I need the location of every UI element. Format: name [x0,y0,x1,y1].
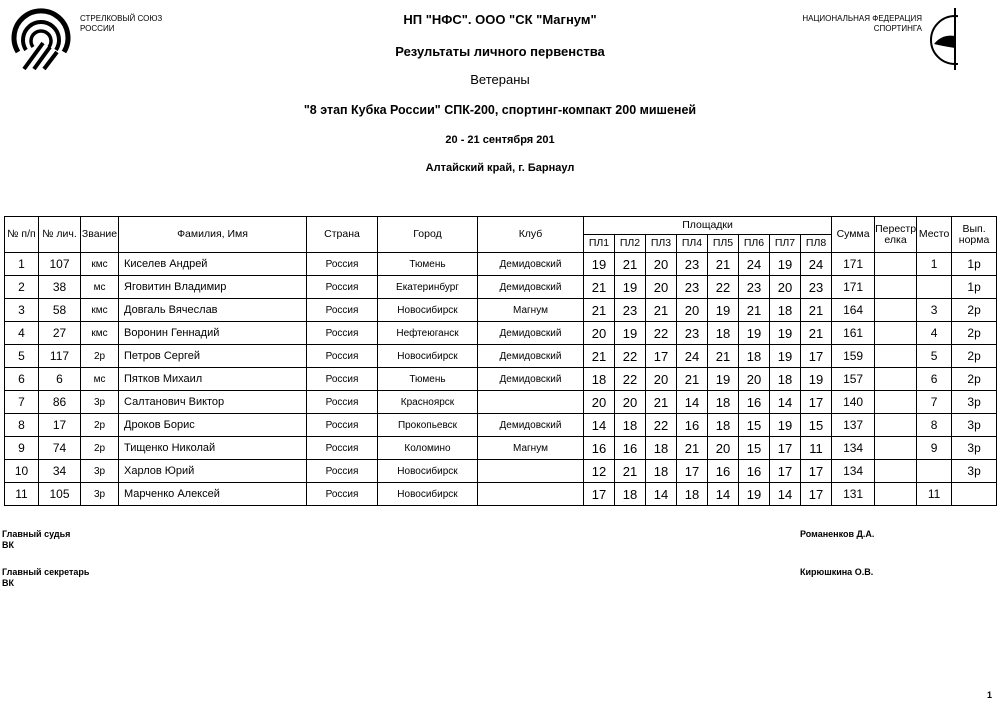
cell-place: 5 [917,345,952,368]
cell-score-area-1: 19 [584,253,615,276]
cell-country: Россия [307,460,378,483]
cell-score-area-4: 23 [677,322,708,345]
cell-score-area-3: 21 [646,391,677,414]
cell-place: 6 [917,368,952,391]
cell-score-area-6: 15 [739,437,770,460]
event-dates: 20 - 21 сентября 201 [445,134,555,146]
cell-city: Тюмень [378,253,478,276]
cell-rank: 3р [81,391,119,414]
cell-name: Довгаль Вячеслав [119,299,307,322]
cell-score-area-2: 22 [615,368,646,391]
cell-lic: 27 [39,322,81,345]
cell-shootoff [875,322,917,345]
cell-score-area-3: 18 [646,460,677,483]
cell-city: Коломино [378,437,478,460]
table-row [5,437,997,460]
cell-score-area-1: 17 [584,483,615,506]
cell-norm [952,483,997,506]
cell-score-area-8: 19 [801,368,832,391]
cell-score-area-6: 19 [739,483,770,506]
cell-name: Киселев Андрей [119,253,307,276]
cell-score-area-2: 22 [615,345,646,368]
cell-sum: 159 [832,345,875,368]
cell-place: 9 [917,437,952,460]
cell-score-area-5: 18 [708,391,739,414]
cell-score-area-8: 17 [801,345,832,368]
header-num: № п/п [5,217,39,253]
header-city: Город [378,217,478,253]
cell-score-area-1: 14 [584,414,615,437]
cell-score-area-6: 23 [739,276,770,299]
cell-score-area-4: 18 [677,483,708,506]
cell-num: 11 [5,483,39,506]
cell-score-area-2: 21 [615,253,646,276]
cell-score-area-1: 20 [584,391,615,414]
event-location: Алтайский край, г. Барнаул [425,162,575,174]
cell-score-area-3: 20 [646,368,677,391]
cell-norm: 3р [952,460,997,483]
cell-lic: 6 [39,368,81,391]
cell-score-area-2: 18 [615,414,646,437]
cell-score-area-3: 20 [646,276,677,299]
cell-norm: 3р [952,437,997,460]
cell-shootoff [875,414,917,437]
cell-score-area-2: 20 [615,391,646,414]
cell-score-area-6: 18 [739,345,770,368]
cell-sum: 131 [832,483,875,506]
cell-num: 5 [5,345,39,368]
table-row [5,483,997,506]
cell-country: Россия [307,253,378,276]
cell-shootoff [875,391,917,414]
page-number: 1 [986,690,992,700]
cell-rank: мс [81,276,119,299]
cell-shootoff [875,368,917,391]
table-row [5,345,997,368]
table-row [5,368,997,391]
cell-score-area-7: 17 [770,437,801,460]
cell-club: Демидовский [478,414,584,437]
cell-score-area-5: 19 [708,299,739,322]
cell-score-area-7: 17 [770,460,801,483]
cell-score-area-8: 23 [801,276,832,299]
org-right-line2: СПОРТИНГА [873,24,922,33]
cell-score-area-8: 15 [801,414,832,437]
cell-rank: мс [81,368,119,391]
cell-score-area-1: 18 [584,368,615,391]
chief-secretary-name: Кирюшкина О.В. [800,567,874,577]
cell-country: Россия [307,368,378,391]
cell-country: Россия [307,483,378,506]
cell-score-area-3: 17 [646,345,677,368]
cell-score-area-1: 12 [584,460,615,483]
cell-rank: кмс [81,322,119,345]
cell-city: Новосибирск [378,483,478,506]
cell-score-area-8: 17 [801,460,832,483]
header-area-4: ПЛ4 [677,235,708,253]
cell-lic: 107 [39,253,81,276]
cell-score-area-1: 20 [584,322,615,345]
cell-name: Салтанович Виктор [119,391,307,414]
cell-score-area-5: 22 [708,276,739,299]
header-country: Страна [307,217,378,253]
cell-score-area-5: 14 [708,483,739,506]
cell-score-area-5: 20 [708,437,739,460]
cell-num: 7 [5,391,39,414]
cell-sum: 157 [832,368,875,391]
header-area-7: ПЛ7 [770,235,801,253]
cell-score-area-7: 18 [770,368,801,391]
header-area-1: ПЛ1 [584,235,615,253]
cell-country: Россия [307,345,378,368]
cell-rank: кмс [81,299,119,322]
cell-city: Новосибирск [378,460,478,483]
cell-rank: 3р [81,483,119,506]
cell-club [478,483,584,506]
cell-lic: 34 [39,460,81,483]
header-area-6: ПЛ6 [739,235,770,253]
cell-score-area-5: 16 [708,460,739,483]
cell-score-area-4: 17 [677,460,708,483]
cell-score-area-1: 21 [584,299,615,322]
cell-lic: 17 [39,414,81,437]
cell-name: Дроков Борис [119,414,307,437]
cell-shootoff [875,345,917,368]
cell-score-area-2: 18 [615,483,646,506]
header-lic: № лич. [39,217,81,253]
cell-norm: 2р [952,368,997,391]
cell-sum: 140 [832,391,875,414]
cell-norm: 3р [952,414,997,437]
cell-score-area-7: 20 [770,276,801,299]
cell-name: Воронин Геннадий [119,322,307,345]
cell-score-area-1: 21 [584,345,615,368]
cell-score-area-3: 14 [646,483,677,506]
cell-lic: 58 [39,299,81,322]
cell-score-area-7: 18 [770,299,801,322]
chief-judge-title: Главный судья [2,529,71,539]
category-title: Ветераны [470,72,530,87]
cell-shootoff [875,299,917,322]
cell-score-area-5: 21 [708,345,739,368]
cell-score-area-8: 21 [801,299,832,322]
cell-club: Демидовский [478,322,584,345]
table-row [5,391,997,414]
cell-score-area-8: 17 [801,483,832,506]
cell-rank: 2р [81,345,119,368]
cell-shootoff [875,276,917,299]
cell-score-area-4: 14 [677,391,708,414]
cell-norm: 2р [952,322,997,345]
chief-judge-name: Романенков Д.А. [800,529,875,539]
cell-score-area-8: 17 [801,391,832,414]
cell-shootoff [875,437,917,460]
chief-secretary-category: ВК [2,578,14,588]
cell-club: Демидовский [478,345,584,368]
cell-score-area-5: 18 [708,322,739,345]
cell-score-area-4: 21 [677,368,708,391]
org-left-line1: СТРЕЛКОВЫЙ СОЮЗ [80,14,163,23]
cell-club [478,391,584,414]
cell-score-area-3: 22 [646,414,677,437]
cell-score-area-4: 23 [677,276,708,299]
cell-score-area-3: 18 [646,437,677,460]
cell-num: 2 [5,276,39,299]
event-title: "8 этап Кубка России" СПК-200, спортинг-компакт 200 мишеней [303,103,697,117]
cell-score-area-7: 14 [770,483,801,506]
cell-score-area-4: 24 [677,345,708,368]
cell-norm: 2р [952,299,997,322]
cell-sum: 134 [832,437,875,460]
cell-score-area-2: 19 [615,322,646,345]
cell-rank: 2р [81,437,119,460]
cell-rank: 3р [81,460,119,483]
cell-score-area-7: 19 [770,414,801,437]
cell-score-area-8: 21 [801,322,832,345]
cell-score-area-4: 21 [677,437,708,460]
cell-score-area-1: 21 [584,276,615,299]
cell-name: Тищенко Николай [119,437,307,460]
header-area-2: ПЛ2 [615,235,646,253]
page-title: Результаты личного первенства [395,44,605,59]
cell-country: Россия [307,299,378,322]
cell-shootoff [875,460,917,483]
header-name: Фамилия, Имя [119,217,307,253]
table-row [5,299,997,322]
cell-score-area-5: 19 [708,368,739,391]
cell-score-area-2: 21 [615,460,646,483]
cell-score-area-6: 15 [739,414,770,437]
cell-num: 4 [5,322,39,345]
cell-score-area-6: 24 [739,253,770,276]
cell-country: Россия [307,437,378,460]
cell-rank: 2р [81,414,119,437]
cell-sum: 171 [832,276,875,299]
cell-score-area-2: 16 [615,437,646,460]
cell-country: Россия [307,414,378,437]
cell-score-area-2: 19 [615,276,646,299]
cell-num: 10 [5,460,39,483]
cell-place [917,276,952,299]
org-right-line1: НАЦИОНАЛЬНАЯ ФЕДЕРАЦИЯ [802,14,922,23]
cell-score-area-1: 16 [584,437,615,460]
cell-score-area-6: 16 [739,391,770,414]
header-areas: Площадки [584,217,832,235]
cell-city: Нефтеюганск [378,322,478,345]
chief-secretary [2,567,89,589]
cell-lic: 86 [39,391,81,414]
organizer-title: НП "НФС". ООО "СК "Магнум" [403,12,597,27]
org-left-line2: РОССИИ [80,24,115,33]
cell-name: Харлов Юрий [119,460,307,483]
cell-place: 7 [917,391,952,414]
cell-lic: 38 [39,276,81,299]
header-club: Клуб [478,217,584,253]
cell-score-area-6: 19 [739,322,770,345]
cell-score-area-4: 20 [677,299,708,322]
cell-norm: 1р [952,276,997,299]
cell-score-area-8: 11 [801,437,832,460]
table-row [5,414,997,437]
cell-name: Марченко Алексей [119,483,307,506]
cell-score-area-7: 19 [770,345,801,368]
cell-shootoff [875,253,917,276]
cell-lic: 117 [39,345,81,368]
cell-country: Россия [307,322,378,345]
cell-lic: 105 [39,483,81,506]
table-row [5,253,997,276]
chief-judge-category: ВК [2,540,14,550]
cell-city: Красноярск [378,391,478,414]
cell-num: 8 [5,414,39,437]
header-sum: Сумма [832,217,875,253]
table-row [5,460,997,483]
cell-num: 6 [5,368,39,391]
cell-sum: 137 [832,414,875,437]
cell-city: Прокопьевск [378,414,478,437]
cell-lic: 74 [39,437,81,460]
cell-score-area-6: 16 [739,460,770,483]
cell-rank: кмс [81,253,119,276]
cell-score-area-4: 23 [677,253,708,276]
cell-club: Магнум [478,299,584,322]
header-rank: Звание [81,217,119,253]
cell-country: Россия [307,391,378,414]
cell-score-area-5: 18 [708,414,739,437]
cell-city: Новосибирск [378,345,478,368]
cell-num: 9 [5,437,39,460]
header-shootoff: Перестрелка [875,217,917,253]
cell-country: Россия [307,276,378,299]
cell-norm: 2р [952,345,997,368]
cell-club: Демидовский [478,253,584,276]
cell-norm: 3р [952,391,997,414]
cell-score-area-2: 23 [615,299,646,322]
cell-name: Пятков Михаил [119,368,307,391]
cell-name: Петров Сергей [119,345,307,368]
table-row [5,276,997,299]
cell-city: Тюмень [378,368,478,391]
header-norm: Вып. норма [952,217,997,253]
cell-place: 3 [917,299,952,322]
cell-club: Демидовский [478,368,584,391]
cell-norm: 1р [952,253,997,276]
cell-sum: 164 [832,299,875,322]
cell-place: 4 [917,322,952,345]
cell-num: 3 [5,299,39,322]
cell-city: Новосибирск [378,299,478,322]
cell-score-area-3: 22 [646,322,677,345]
cell-score-area-6: 20 [739,368,770,391]
chief-secretary-title: Главный секретарь [2,567,90,577]
cell-score-area-6: 21 [739,299,770,322]
header-area-5: ПЛ5 [708,235,739,253]
cell-city: Екатеринбург [378,276,478,299]
cell-sum: 161 [832,322,875,345]
cell-score-area-5: 21 [708,253,739,276]
results-table [4,216,997,506]
cell-num: 1 [5,253,39,276]
cell-score-area-4: 16 [677,414,708,437]
cell-place [917,460,952,483]
header-area-8: ПЛ8 [801,235,832,253]
cell-club: Демидовский [478,276,584,299]
cell-score-area-7: 19 [770,322,801,345]
header-area-3: ПЛ3 [646,235,677,253]
cell-shootoff [875,483,917,506]
cell-place: 11 [917,483,952,506]
table-row [5,322,997,345]
cell-place: 8 [917,414,952,437]
cell-score-area-3: 20 [646,253,677,276]
cell-club [478,460,584,483]
cell-score-area-7: 19 [770,253,801,276]
cell-score-area-7: 14 [770,391,801,414]
cell-club: Магнум [478,437,584,460]
chief-judge [2,529,70,551]
cell-place: 1 [917,253,952,276]
cell-name: Яговитин Владимир [119,276,307,299]
header-place: Место [917,217,952,253]
cell-score-area-3: 21 [646,299,677,322]
cell-score-area-8: 24 [801,253,832,276]
cell-sum: 134 [832,460,875,483]
cell-sum: 171 [832,253,875,276]
